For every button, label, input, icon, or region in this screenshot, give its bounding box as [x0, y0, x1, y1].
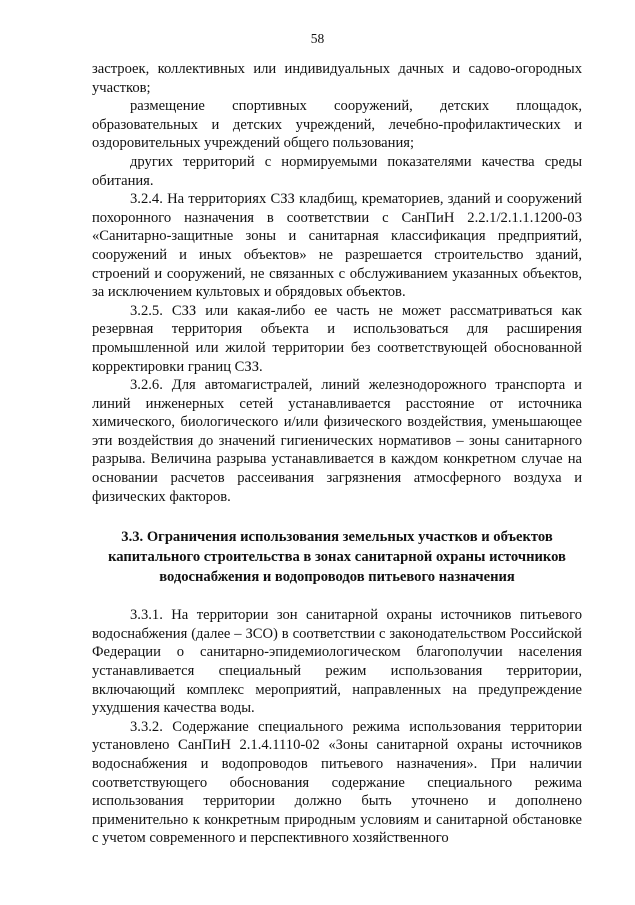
page-number: 58	[310, 31, 325, 46]
section-heading-3-3	[92, 527, 582, 587]
heading-line: водоснабжения и водопроводов питьевого назначения	[159, 569, 515, 586]
paragraph: 3.3.1. На территории зон санитарной охраны источников питьевого водоснабжения (далее – ЗСО) в соответствии с законодательством Российской Федерации о санитарно-эпидемиологическом благополучии населения устанавливается специальный режим использования территории, включающий комплекс мероприятий, направленных на предупреждение ухудшения качества воды.	[92, 607, 582, 717]
document-body	[92, 60, 582, 848]
section-3-3-text	[92, 606, 582, 848]
paragraph: 3.2.5. СЗЗ или какая-либо ее часть не может рассматриваться как резервная территория объекта и использоваться для расширения промышленной или жилой территории без соответствующей обоснованной корректировки границ СЗЗ.	[92, 302, 582, 375]
paragraph: 3.2.4. На территориях СЗЗ кладбищ, крематориев, зданий и сооружений похоронного назначения в соответствии с СанПиН 2.2.1/2.1.1.1200-03 «Санитарно-защитные зоны и санитарная классификация предприятий, сооружений и иных объектов» не разрешается строительство зданий, строений и сооружений, не связанных с обслуживанием указанных объектов, за исключением культовых и обрядовых объектов.	[92, 191, 582, 301]
paragraph: других территорий с нормируемыми показателями качества среды обитания.	[92, 153, 582, 189]
paragraph: 3.3.2. Содержание специального режима использования территории установлено СанПиН 2.1.4.1110-02 «Зоны санитарной охраны источников водоснабжения и водопроводов питьевого назначения». При наличии соответствующего обоснования содержание специального режима использования территории должно быть уточнено и дополнено применительно к конкретным природным условиям и санитарной обстановке с учетом современного и перспективного хозяйственного	[92, 718, 582, 847]
heading-line: капитального строительства в зонах санитарной охраны источников	[108, 549, 566, 566]
paragraph: застроек, коллективных или индивидуальных дачных и садово-огородных участков;	[92, 61, 582, 96]
heading-line: 3.3. Ограничения использования земельных участков и объектов	[121, 529, 553, 546]
paragraph: размещение спортивных сооружений, детских площадок, образовательных и детских учреждений, лечебно-профилактических и оздоровительных учреждений общего пользования;	[92, 98, 582, 152]
section-3-2-text	[92, 60, 582, 506]
paragraph: 3.2.6. Для автомагистралей, линий железнодорожного транспорта и линий инженерных сетей устанавливается расстояние от источника химического, биологического и/или физического воздействия, уменьшающее эти воздействия до значений гигиенических нормативов – зоны санитарного разрыва. Величина разрыва устанавливается в каждом конкретном случае на основании расчетов рассеивания загрязнения атмосферного воздуха и физических факторов.	[92, 377, 582, 505]
